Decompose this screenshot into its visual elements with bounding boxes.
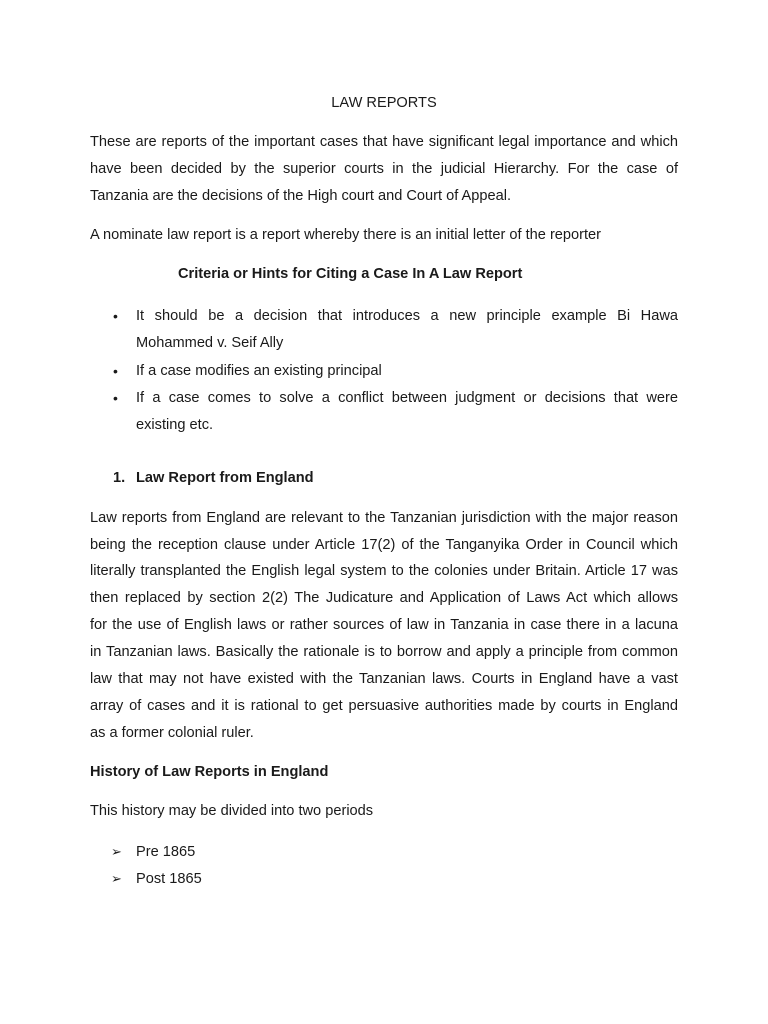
history-heading: History of Law Reports in England xyxy=(90,764,329,780)
bullet-icon: • xyxy=(113,308,118,324)
criteria-bullet-1-line-2: Mohammed v. Seif Ally xyxy=(136,335,284,351)
section-1-heading: Law Report from England xyxy=(136,470,314,486)
england-paragraph-line-8: array of cases and it is rational to get persuasive authorities made by courts in England xyxy=(90,698,678,714)
intro-line-3: Tanzania are the decisions of the High court and Court of Appeal. xyxy=(90,188,512,204)
period-pre-1865: Pre 1865 xyxy=(136,844,196,860)
criteria-heading: Criteria or Hints for Citing a Case In A Law Report xyxy=(178,266,523,282)
section-1-number: 1. xyxy=(113,470,126,486)
england-paragraph-line-5: for the use of English laws or rather sources of law in Tanzania in case there in a lacuna xyxy=(90,617,678,633)
history-intro: This history may be divided into two periods xyxy=(90,803,374,819)
arrow-bullet-icon: ➢ xyxy=(111,844,122,859)
bullet-icon: • xyxy=(113,363,118,379)
nominate-paragraph: A nominate law report is a report whereby there is an initial letter of the reporter xyxy=(90,227,602,243)
intro-line-1: These are reports of the important cases that have significant legal importance and which xyxy=(90,134,678,150)
period-post-1865: Post 1865 xyxy=(136,871,202,887)
england-paragraph-line-2: being the reception clause under Article 17(2) of the Tanganyika Order in Council which xyxy=(90,537,678,553)
england-paragraph-line-7: law that may not have existed with the Tanzanian laws. Courts in England have a vast xyxy=(90,671,678,687)
england-paragraph-line-1: Law reports from England are relevant to the Tanzanian jurisdiction with the major reason xyxy=(90,510,678,526)
criteria-bullet-3-line-2: existing etc. xyxy=(136,417,214,433)
criteria-bullet-2: If a case modifies an existing principal xyxy=(136,363,382,379)
criteria-bullet-1-line-1: It should be a decision that introduces a new principle example Bi Hawa xyxy=(136,308,678,324)
england-paragraph-line-4: then replaced by section 2(2) The Judicature and Application of Laws Act which allows xyxy=(90,590,678,606)
criteria-bullet-3-line-1: If a case comes to solve a conflict between judgment or decisions that were xyxy=(136,390,678,406)
england-paragraph-line-6: in Tanzanian laws. Basically the rationale is to borrow and apply a principle from common xyxy=(90,644,678,660)
page-title: LAW REPORTS xyxy=(331,95,437,111)
bullet-icon: • xyxy=(113,390,118,406)
intro-line-2: have been decided by the superior courts in the judicial Hierarchy. For the case of xyxy=(90,161,678,177)
england-paragraph-line-9: as a former colonial ruler. xyxy=(90,725,254,741)
arrow-bullet-icon: ➢ xyxy=(111,871,122,886)
england-paragraph-line-3: literally transplanted the English legal system to the colonies under Britain. Article 17 was xyxy=(90,563,678,579)
